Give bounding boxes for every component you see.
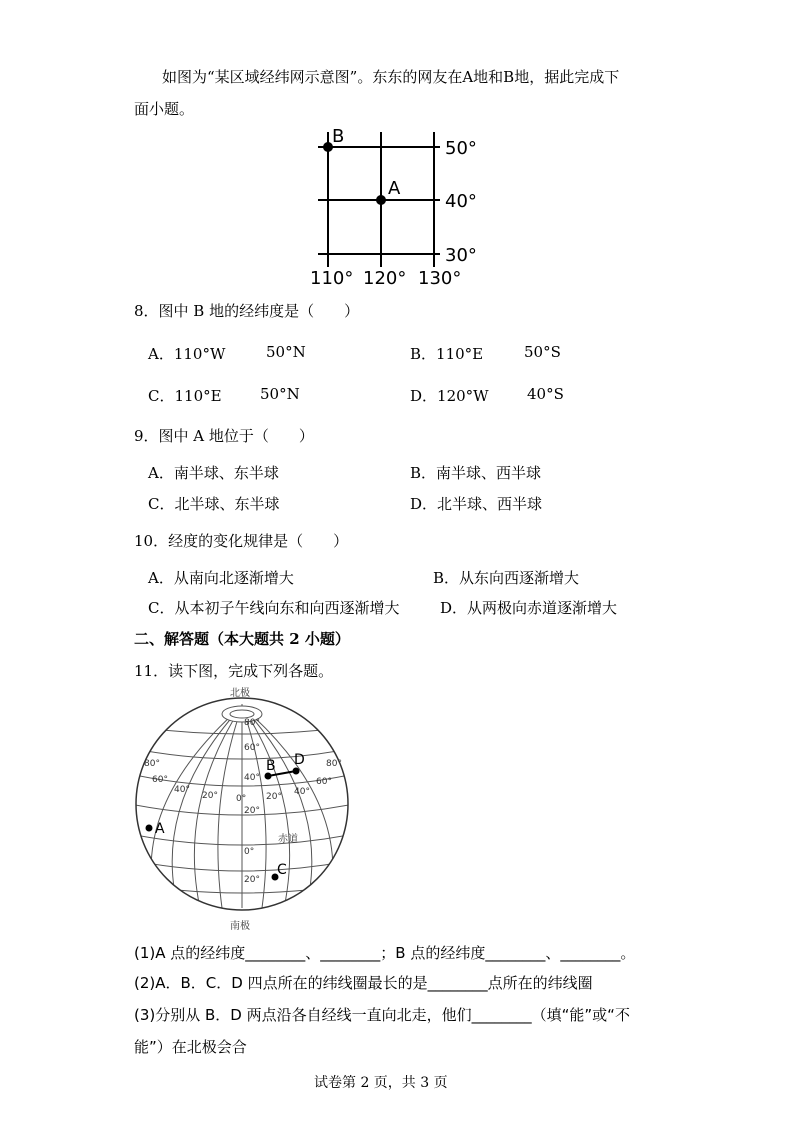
center-lat-label: 20° [244, 806, 260, 816]
q8-option-b[interactable]: B．110°E [410, 345, 484, 363]
center-lat-label: 0° [244, 847, 255, 857]
south-pole-label: 南极 [230, 921, 250, 932]
q9-option-c[interactable]: C．北半球、东半球 [148, 495, 280, 513]
lat-lon-grid-figure [310, 122, 490, 292]
point-d-label: D [294, 752, 305, 768]
section-2-heading: 二、解答题（本大题共 2 小题） [134, 630, 350, 648]
lon-label-110: 110° [310, 268, 354, 289]
lon-label-120: 120° [363, 268, 407, 289]
q8-option-a[interactable]: A．110°W [148, 345, 226, 363]
intro-line-1: 如图为“某区域经纬网示意图”。东东的网友在A地和B地，据此完成下 [162, 68, 620, 86]
right-lon-label: 60° [316, 777, 332, 787]
point-a-marker [376, 195, 386, 205]
q8-option-d[interactable]: D．120°W [410, 387, 489, 405]
left-lon-label: 60° [152, 775, 168, 785]
point-a-label: A [155, 821, 165, 837]
prime-meridian-label: 0° [236, 794, 247, 804]
q11-sub-1: (1)A 点的经纬度________、________；B 点的经纬度________、________。 [134, 944, 636, 962]
lat-label-40: 40° [445, 191, 477, 212]
left-lon-label: 20° [202, 791, 218, 801]
center-lat-label: 80° [244, 718, 260, 728]
q11-sub-3-line-2: 能”）在北极会合 [134, 1038, 247, 1056]
q11-sub-2: (2)A．B．C．D 四点所在的纬线圈最长的是________点所在的纬线圈 [134, 974, 593, 992]
q8-stem: 8．图中 B 地的经纬度是（ ） [134, 302, 360, 320]
point-b-label: B [332, 126, 345, 147]
equator-label: 赤道 [278, 834, 298, 845]
q8-option-b-lat: 50°S [524, 343, 561, 361]
north-pole-label: 北极 [230, 688, 250, 699]
intro-line-2: 面小题。 [134, 100, 195, 118]
q9-option-d[interactable]: D．北半球、西半球 [410, 495, 543, 513]
q9-option-b[interactable]: B．南半球、西半球 [410, 464, 542, 482]
q10-option-c[interactable]: C．从本初子午线向东和向西逐渐增大 [148, 599, 400, 617]
q8-option-c-lat: 50°N [260, 385, 300, 403]
center-lat-label: 40° [244, 773, 260, 783]
lon-label-130: 130° [418, 268, 462, 289]
q10-option-a[interactable]: A．从南向北逐渐增大 [148, 569, 294, 587]
globe-figure [130, 684, 360, 934]
q9-option-a[interactable]: A．南半球、东半球 [148, 464, 279, 482]
q9-stem: 9．图中 A 地位于（ ） [134, 427, 314, 445]
q8-option-a-lat: 50°N [266, 343, 306, 361]
q10-stem: 10．经度的变化规律是（ ） [134, 532, 349, 550]
left-lon-label: 40° [174, 785, 190, 795]
q11-sub-3-line-1: (3)分别从 B．D 两点沿各自经线一直向北走，他们________（填“能”或“不 [134, 1006, 630, 1024]
point-b-label: B [266, 758, 276, 774]
q10-option-b[interactable]: B．从东向西逐渐增大 [433, 569, 580, 587]
page-footer: 试卷第 2 页，共 3 页 [314, 1075, 448, 1091]
q8-option-d-lat: 40°S [527, 385, 564, 403]
lat-label-30: 30° [445, 245, 477, 266]
q10-option-d[interactable]: D．从两极向赤道逐渐增大 [440, 599, 618, 617]
point-d-marker [293, 768, 300, 775]
point-a-marker [146, 825, 153, 832]
left-lon-label: 80° [144, 759, 160, 769]
lat-label-50: 50° [445, 138, 477, 159]
center-lat-label: 20° [244, 875, 260, 885]
q11-stem: 11．读下图，完成下列各题。 [134, 662, 334, 680]
point-c-label: C [277, 862, 287, 878]
right-lon-label: 40° [294, 787, 310, 797]
right-lon-label: 20° [266, 792, 282, 802]
right-lon-label: 80° [326, 759, 342, 769]
point-a-label: A [388, 178, 401, 199]
center-lat-label: 60° [244, 743, 260, 753]
q8-option-c[interactable]: C．110°E [148, 387, 222, 405]
